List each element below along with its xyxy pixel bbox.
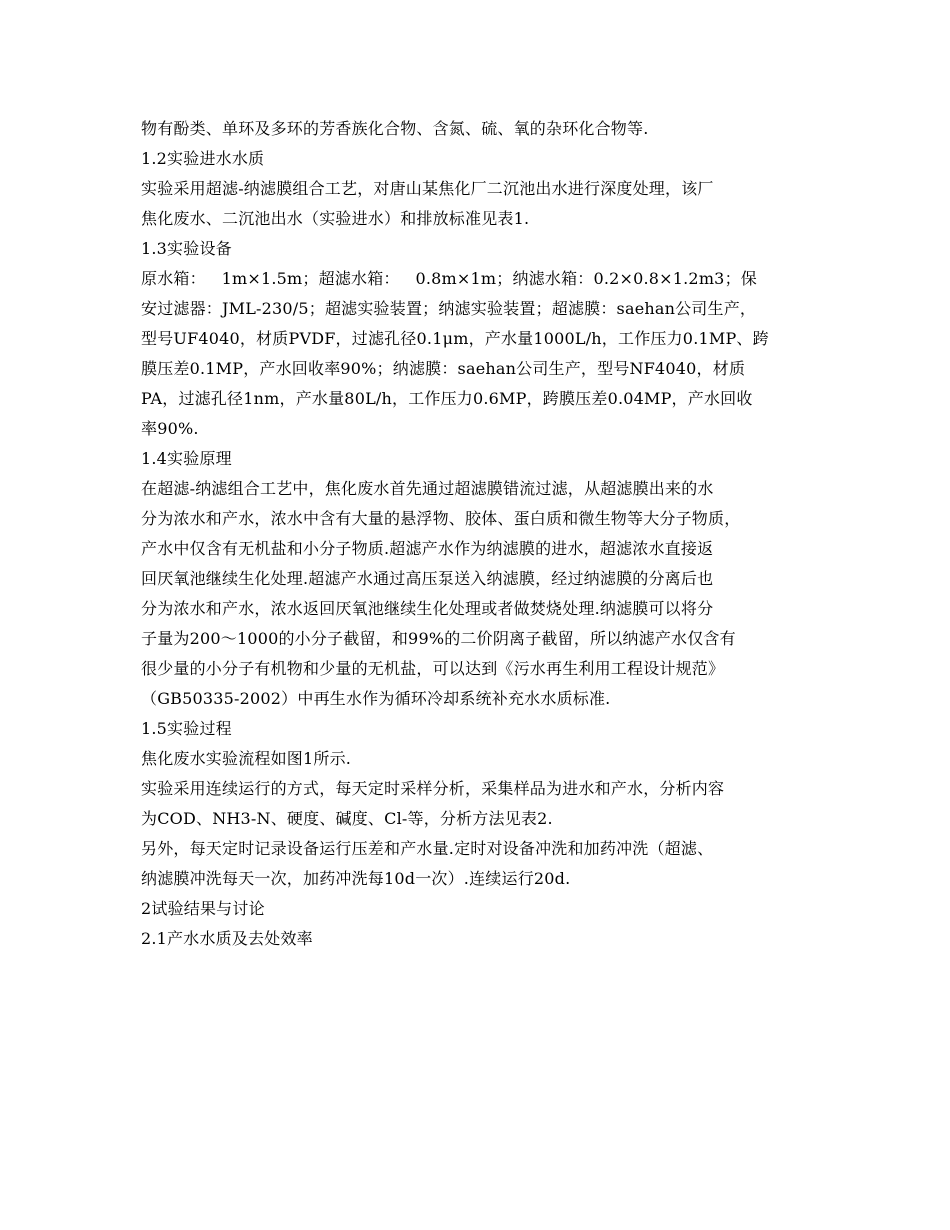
section-heading: 1.3实验设备 (141, 239, 232, 258)
section-heading: 1.2实验进水水质 (141, 149, 265, 168)
paragraph-line: 安过滤器：JML-230/5；超滤实验装置；纳滤实验装置；超滤膜：saehan公司生产， (141, 299, 757, 318)
section-heading: 1.5实验过程 (141, 719, 232, 738)
paragraph-line: 物有酚类、单环及多环的芳香族化合物、含氮、硫、氧的杂环化合物等. (141, 119, 649, 138)
paragraph-line: 为COD、NH3-N、硬度、碱度、Cl-等，分析方法见表2. (141, 809, 553, 828)
paragraph-line: 在超滤-纳滤组合工艺中，焦化废水首先通过超滤膜错流过滤，从超滤膜出来的水 (141, 479, 714, 498)
paragraph-line: 子量为200～1000的小分子截留，和99%的二价阴离子截留，所以纳滤产水仅含有 (141, 629, 736, 648)
document-body (141, 114, 821, 954)
paragraph-line: （GB50335-2002）中再生水作为循环冷却系统补充水水质标准. (141, 689, 611, 708)
paragraph-line: 实验采用超滤-纳滤膜组合工艺，对唐山某焦化厂二沉池出水进行深度处理，该厂 (141, 179, 714, 198)
paragraph-line: 很少量的小分子有机物和少量的无机盐，可以达到《污水再生利用工程设计规范》 (141, 659, 725, 678)
paragraph-line: PA，过滤孔径1nm，产水量80L/h，工作压力0.6MP，跨膜压差0.04MP，产水回收 (141, 389, 753, 408)
paragraph-line: 纳滤膜冲洗每天一次，加药冲洗每10d一次）.连续运行20d. (141, 869, 571, 888)
paragraph-line: 另外，每天定时记录设备运行压差和产水量.定时对设备冲洗和加药冲洗（超滤、 (141, 839, 714, 858)
paragraph-line: 回厌氧池继续生化处理.超滤产水通过高压泵送入纳滤膜，经过纳滤膜的分离后也 (141, 569, 714, 588)
paragraph-line: 分为浓水和产水，浓水返回厌氧池继续生化处理或者做焚烧处理.纳滤膜可以将分 (141, 599, 714, 618)
section-heading: 2试验结果与讨论 (141, 899, 265, 918)
paragraph-line: 实验采用连续运行的方式，每天定时采样分析，采集样品为进水和产水，分析内容 (141, 779, 725, 798)
paragraph-line: 产水中仅含有无机盐和小分子物质.超滤产水作为纳滤膜的进水，超滤浓水直接返 (141, 539, 714, 558)
paragraph-line: 膜压差0.1MP，产水回收率90%；纳滤膜：saehan公司生产，型号NF4040，材质 (141, 359, 746, 378)
paragraph-line: 原水箱： 1m×1.5m；超滤水箱： 0.8m×1m；纳滤水箱：0.2×0.8×1.2m3；保 (141, 269, 757, 288)
paragraph-line: 率90%. (141, 419, 199, 438)
paragraph-line: 分为浓水和产水，浓水中含有大量的悬浮物、胶体、蛋白质和微生物等大分子物质， (141, 509, 741, 528)
paragraph-line: 焦化废水实验流程如图1所示. (141, 749, 352, 768)
section-heading: 2.1产水水质及去处效率 (141, 929, 313, 948)
section-heading: 1.4实验原理 (141, 449, 232, 468)
paragraph-line: 焦化废水、二沉池出水（实验进水）和排放标准见表1. (141, 209, 530, 228)
paragraph-line: 型号UF4040，材质PVDF，过滤孔径0.1μm，产水量1000L/h，工作压力0.1MP、跨 (141, 329, 769, 348)
